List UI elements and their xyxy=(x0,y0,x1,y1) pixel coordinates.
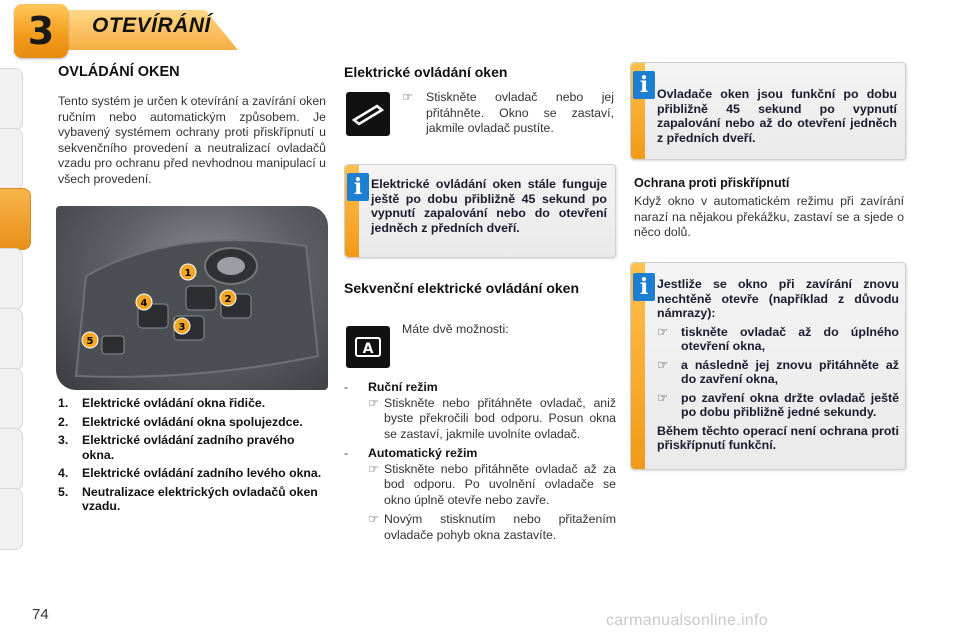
chapter-tab[interactable] xyxy=(0,128,23,190)
pointing-hand-icon: ☞ xyxy=(368,512,380,526)
page-number: 74 xyxy=(32,606,49,623)
chapter-tab[interactable] xyxy=(0,428,23,490)
manual-mode-label: Ruční režim xyxy=(368,380,438,394)
info-i-icon: i xyxy=(633,273,655,301)
pointing-hand-icon: ☞ xyxy=(657,357,669,372)
chapter-number: 3 xyxy=(27,9,55,53)
watermark: carmanualsonline.info xyxy=(606,612,768,629)
list-item: 2. Elektrické ovládání okna spolujezdce. xyxy=(58,414,303,429)
section-heading: OVLÁDÁNÍ OKEN xyxy=(58,64,180,80)
auto-window-icon xyxy=(346,326,390,368)
photo-label-2: 2 xyxy=(224,294,232,305)
chapter-tab-rail xyxy=(0,60,26,580)
photo-label-5: 5 xyxy=(86,336,94,347)
chapter-tab[interactable] xyxy=(0,308,23,370)
list-item: 3. Elektrické ovládání zadního pravého okna. xyxy=(58,433,295,462)
pointing-hand-icon: ☞ xyxy=(657,324,669,339)
photo-label-4: 4 xyxy=(140,298,148,309)
pointing-hand-icon: ☞ xyxy=(368,395,380,410)
info-box xyxy=(344,164,616,258)
list-item: 1. Elektrické ovládání okna řidiče. xyxy=(58,396,266,410)
chapter-badge xyxy=(14,4,68,58)
bullet-paragraph: ☞ Stiskněte ovladač nebo jej přitáhněte. Okno se zastaví, jakmile ovladač pustíte. xyxy=(402,90,614,135)
pointing-hand-icon: ☞ xyxy=(368,461,380,476)
section-heading-sequential: Sekvenční elektrické ovládání oken xyxy=(344,280,580,296)
anti-pinch-paragraph: Když okno v automatickém režimu při zavírání narazí na nějakou překážku, zastaví se a sjede o něco dolů. xyxy=(634,194,904,239)
window-switch-icon xyxy=(346,92,390,136)
pointing-hand-icon: ☞ xyxy=(402,90,414,104)
anti-pinch-heading: Ochrana proti přiskřípnutí xyxy=(634,176,790,190)
chapter-tab[interactable] xyxy=(0,488,23,550)
auto-mode-label: Automatický režim xyxy=(368,446,478,460)
chapter-tab[interactable] xyxy=(0,68,23,130)
svg-text:A: A xyxy=(362,341,374,357)
section-heading-power-windows: Elektrické ovládání oken xyxy=(344,64,508,80)
info-i-icon: i xyxy=(347,173,369,201)
chapter-tab[interactable] xyxy=(0,248,23,310)
chapter-title: OTEVÍRÁNÍ xyxy=(92,14,211,37)
info-i-icon: i xyxy=(633,71,655,99)
chapter-tab-active[interactable] xyxy=(0,188,31,250)
info-box xyxy=(630,62,906,160)
info-box-warning xyxy=(630,262,906,470)
modes-list: - Ruční režim ☞ Stiskněte nebo přitáhněte ovladač, aniž byste překročili bod odporu. Posun okna se zastaví, jakmile uvolníte ovladač. - Automatický režim ☞ Stiskněte nebo přitáhněte ovladač až za bod odporu. Po uvolnění ovladače se okno úplně otevře nebo zavře. ☞ Novým stisknutím nebo přitažením ovladače pohyb okna zastavíte. xyxy=(344,380,616,542)
info-warning-content: Jestliže se okno při zavírání znovu nechtěně otevře (například z důvodu námrazy): ☞ tiskněte ovladač až do úplného otevření okna, ☞ a následně jej znovu přitáhněte až do zavření okna, ☞ po zavření okna držte ovladač ještě po dobu přibližně jedné sekundy. Během těchto operací není ochrana proti přiskřípnutí funkční. xyxy=(657,277,899,452)
chapter-tab[interactable] xyxy=(0,368,23,430)
list-item: 5. Neutralizace elektrických ovladačů oken vzadu. xyxy=(58,484,318,513)
options-text: Máte dvě možnosti: xyxy=(402,322,509,336)
photo-label-1: 1 xyxy=(184,268,192,279)
list-item: 4. Elektrické ovládání zadního levého okna. xyxy=(58,466,322,480)
info-text: Elektrické ovládání oken stále funguje ještě po dobu přibližně 45 sekund po vypnutí zapalování nebo do otevření jedněch z předních dveří. xyxy=(371,177,607,235)
photo-label-3: 3 xyxy=(178,322,186,333)
info-text: Ovladače oken jsou funkční po dobu přibližně 45 sekund po vypnutí zapalování nebo až do otevření jedněch z předních dveří. xyxy=(657,87,897,145)
door-switch-photo xyxy=(56,206,328,390)
component-list xyxy=(58,396,328,518)
pointing-hand-icon: ☞ xyxy=(657,390,669,405)
intro-paragraph: Tento systém je určen k otevírání a zavírání oken ručním nebo automatickým způsobem. Je vybavený systémem ochrany proti přiskřípnutí u sekvenčního provedení a neutralizací ovladačů vzadu pro ochranu před nevhodnou manipulací u všech provedení. xyxy=(58,94,326,186)
